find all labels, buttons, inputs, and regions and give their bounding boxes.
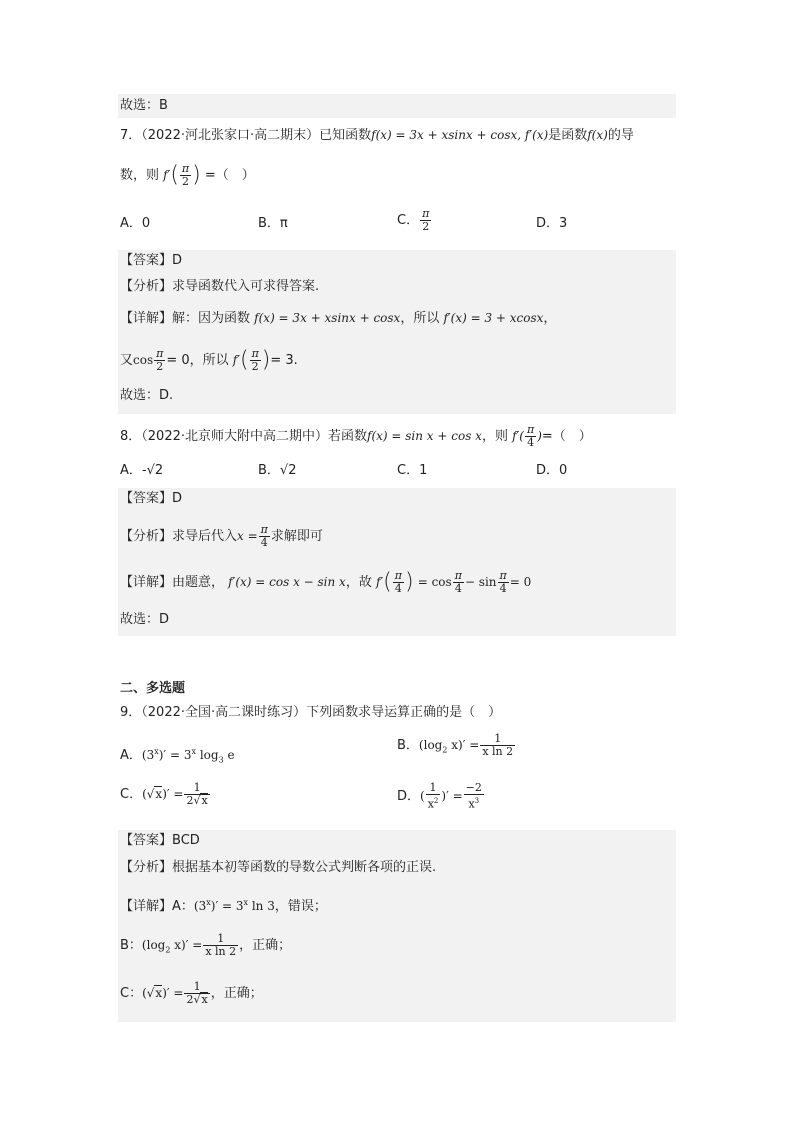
q9-stem: 9．（2022·全国·高二课时练习）下列函数求导运算正确的是（ ）	[120, 705, 502, 720]
q7-stem-a: 7．（2022·河北张家口·高二期末）已知函数	[120, 128, 372, 143]
q9-detail-b-fraction: $\frac{1}{\text{x ln 2}}$	[205, 932, 237, 958]
q8-paren-right: )	[404, 569, 414, 595]
q7-analysis	[120, 277, 319, 297]
q7-detail-line2	[120, 348, 298, 373]
q9-option-d-fraction: $\frac{-2}{x^3}$	[465, 781, 482, 811]
q7-detail-fraction: $\frac{\pi}{2}$	[251, 347, 259, 373]
q9-detail-b	[120, 933, 291, 960]
q8-option-b: B．√2	[258, 463, 297, 478]
q9-option-b-lhs: ($\log_2$ x)′ =	[418, 738, 480, 755]
q7-detail-1e: ，	[543, 311, 557, 326]
q9-option-a	[120, 742, 235, 770]
q8-stem-c: =（ ）	[541, 429, 592, 444]
q9-option-b-fraction: $\frac{1}{\text{x ln 2}}$	[482, 732, 514, 758]
q8-option-c: C．1	[397, 463, 428, 478]
q7-analysis-label: 【分析】	[120, 279, 173, 294]
q9-detail-a-formula: $(3^x)' = 3^x$ ln 3	[193, 898, 275, 913]
q7-paren-right: )	[192, 162, 201, 188]
q7-analysis-text: 求导函数代入可求得答案.	[172, 279, 320, 294]
q9-analysis-label: 【分析】	[120, 860, 173, 875]
q8-fprime2: f′	[375, 575, 384, 589]
q8-answer: 【答案】D	[120, 491, 183, 506]
q8-option-a: A．-√2	[120, 463, 164, 478]
q9-option-c-fraction: $\frac{1}{2√x}$	[186, 781, 208, 807]
q9-detail-b-tail: ，正确；	[239, 938, 292, 953]
q7-fprime2: f′	[232, 353, 240, 367]
q7-stem-line2	[120, 163, 255, 188]
q9-option-d-paren-right: )′ =	[441, 788, 463, 803]
q8-solution-block	[118, 488, 676, 636]
q8-detail-fraction-3: $\frac{\pi}{4}$	[499, 569, 507, 595]
q9-detail-c-lhs: (√x)′ =	[142, 986, 184, 1000]
q8-stem	[120, 424, 592, 449]
q8-analysis-a: 求导后代入	[172, 529, 238, 544]
q9-detail-a-tail: ，错误；	[274, 899, 327, 914]
q8-detail-fraction-1: $\frac{\pi}{4}$	[394, 569, 402, 595]
q8-stem-b: ，则	[481, 429, 508, 444]
q7-stem-line1	[120, 125, 634, 146]
q9-option-c-label: C．	[120, 787, 143, 802]
q8-analysis-label: 【分析】	[120, 529, 173, 544]
q7-stem-e: =（ ）	[204, 168, 255, 183]
q7-paren-left: (	[170, 162, 179, 188]
q9-option-d-label: D．	[397, 788, 421, 804]
q7-stem-b: 是函数	[548, 128, 588, 143]
q8-function-def: f(x) = sin x + cos x	[367, 429, 482, 443]
q7-conclusion: 故选：D.	[120, 388, 174, 403]
q9-option-d-inner-fraction: $\frac{1}{x^2}$	[427, 781, 439, 811]
q8-x-equals: x =	[237, 529, 258, 543]
q8-detail-b: f′(x) = cos x − sin x	[228, 575, 346, 589]
q9-option-d-paren-left: (	[420, 788, 425, 803]
q9-option-b	[397, 733, 516, 760]
q8-detail-a: 由题意，	[172, 575, 225, 590]
q7-option-c-label: C．	[397, 213, 420, 228]
q9-detail-a-label: A：	[172, 899, 194, 914]
q9-option-d	[397, 782, 485, 811]
q8-analysis	[120, 524, 323, 549]
q9-detail-c	[120, 981, 263, 1006]
q8-detail-d: = cos	[417, 575, 452, 589]
q8-stem-a: 8．（2022·北京师大附中高二期中）若函数	[120, 429, 367, 444]
q9-option-a-formula: $(3^x)' = 3^x$ $\log_3 e$	[141, 747, 235, 765]
q8-analysis-fraction: $\frac{\pi}{4}$	[260, 523, 268, 549]
q8-detail-label: 【详解】	[120, 575, 173, 590]
q9-answer: 【答案】BCD	[120, 833, 200, 848]
q7-solution-block	[118, 250, 676, 414]
q8-option-d: D．0	[536, 463, 568, 478]
q9-detail-a	[120, 893, 327, 917]
q9-analysis-text: 根据基本初等函数的导数公式判断各项的正误.	[172, 860, 437, 875]
section-heading-multiple-choice: 二、多选题	[120, 681, 186, 696]
q9-option-a-label: A．	[120, 748, 142, 763]
q8-detail-f: = 0	[509, 575, 532, 589]
q9-option-c	[120, 782, 211, 807]
q9-detail-label: 【详解】	[120, 899, 173, 914]
q9-detail-c-tail: ，正确；	[210, 986, 263, 1001]
q7-cos-word: cos	[133, 353, 154, 367]
q7-fx: f(x)	[587, 128, 608, 142]
q7-option-c-fraction: $\frac{\pi}{2}$	[422, 207, 430, 233]
q9-detail-c-fraction: $\frac{1}{2√x}$	[186, 980, 208, 1006]
q7-detail-2c: = 3.	[270, 353, 298, 368]
q7-function-def: f(x) = 3x + xsinx + cosx, f′(x)	[371, 128, 549, 142]
q8-fprime-close: )	[537, 429, 542, 443]
q8-fprime: f′(	[512, 429, 524, 443]
q7-detail-1b: f(x) = 3x + xsinx + cosx	[254, 311, 401, 325]
q7-detail-line1	[120, 308, 556, 329]
q8-paren-left: (	[383, 569, 392, 595]
q7-fraction-pi-over-2: $\frac{\pi}{2}$	[181, 162, 190, 188]
q9-detail-b-label: B：	[120, 938, 142, 953]
q7-fprime: f′	[163, 168, 171, 182]
q7-option-c	[397, 208, 432, 233]
q7-detail-2b: = 0，所以	[166, 353, 229, 368]
q7-stem-d: 数，则	[120, 168, 160, 183]
q7-detail-2a: 又	[120, 353, 134, 368]
q8-fraction-pi-over-4: $\frac{\pi}{4}$	[526, 423, 535, 449]
q8-analysis-b: 求解即可	[270, 529, 323, 544]
q7-paren-left-2: (	[239, 347, 249, 373]
q6-conclusion: 故选：B	[120, 98, 168, 113]
q7-option-b: B．π	[258, 216, 288, 231]
q7-option-a: A．0	[120, 216, 151, 231]
q7-option-d: D．3	[536, 216, 568, 231]
q9-analysis	[120, 858, 436, 878]
q7-detail-1d: f′(x) = 3 + xcosx	[443, 311, 544, 325]
q9-detail-c-label: C：	[120, 986, 143, 1001]
q8-detail-e: − sin	[464, 575, 497, 589]
q7-stem-c: 的导	[607, 128, 634, 143]
q8-detail	[120, 570, 531, 595]
q7-cos-fraction: $\frac{\pi}{2}$	[156, 347, 164, 373]
q9-option-b-label: B．	[397, 738, 419, 753]
q7-paren-right-2: )	[261, 347, 271, 373]
q7-detail-label: 【详解】	[120, 311, 173, 326]
q7-detail-1c: ，所以	[400, 311, 440, 326]
q6-solution-block	[118, 94, 676, 118]
q9-detail-b-lhs: ($\log_2$ x)′ =	[141, 938, 203, 955]
q7-detail-1a: 解：因为函数	[172, 311, 251, 326]
q9-option-c-lhs: (√x)′ =	[142, 787, 184, 801]
q8-detail-c: ，故	[345, 575, 372, 590]
q7-answer: 【答案】D	[120, 253, 183, 268]
q8-conclusion: 故选：D	[120, 612, 170, 627]
q8-detail-fraction-2: $\frac{\pi}{4}$	[454, 569, 462, 595]
